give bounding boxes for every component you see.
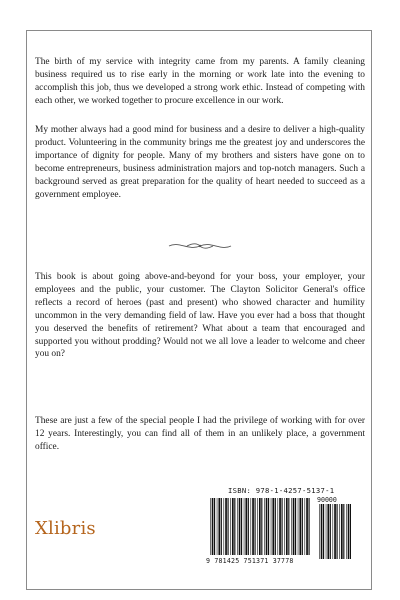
barcode-bar <box>337 504 338 559</box>
blurb-text: The birth of my service with integrity came from my parents. A family cleaning business required us to rise early in the morning or work late into the evening to accomplish this job, thus we developed a strong work ethic. Instead of competing with each other, we worked together to procure excellence in our work. <box>35 57 365 106</box>
barcode-bar <box>334 504 336 559</box>
price-addon-digits: 90000 <box>317 496 337 504</box>
barcode-bar <box>245 498 247 555</box>
price-barcode-icon <box>318 504 352 559</box>
blurb-paragraph-family <box>35 124 365 201</box>
barcode-bar <box>237 498 238 555</box>
barcode-bar <box>327 504 329 559</box>
barcode-bar <box>341 504 343 559</box>
barcode-bar <box>348 504 350 559</box>
barcode-bar <box>259 498 261 555</box>
barcode-bar <box>218 498 220 555</box>
barcode-bar <box>271 498 272 555</box>
barcode-bar <box>282 498 283 555</box>
publisher-logo: Xlibris <box>35 518 96 539</box>
barcode-bar <box>330 504 331 559</box>
barcode-bar <box>241 498 242 555</box>
barcode-bar <box>230 498 231 555</box>
barcode-bar <box>210 498 211 555</box>
barcode-bar <box>295 498 296 555</box>
flourish-divider-icon <box>165 239 235 253</box>
barcode-bar <box>309 498 310 555</box>
barcode-bar <box>321 504 323 559</box>
barcode-bar <box>257 498 258 555</box>
barcode-bar <box>346 504 347 559</box>
barcode-bar <box>299 498 301 555</box>
barcode-bar <box>261 498 262 555</box>
barcode-digits: 9 781425 751371 37778 <box>206 557 294 565</box>
barcode-bar <box>252 498 254 555</box>
blurb-text: This book is about going above-and-beyond for your boss, your employer, your employees and the public, your customer. The Clayton Solicitor General's office reflects a record of heroes (past and present) who showed character and humility uncommon in the very demanding field of law. Have you ever had a boss that thought you deserved the benefits of retirement? What about a team that encouraged and supported you without prodding? Would not we all love a leader to welcome and cheer you on? <box>35 272 365 360</box>
barcode-bar <box>255 498 256 555</box>
barcode-bar <box>333 504 334 559</box>
barcode-bar <box>225 498 227 555</box>
barcode-bar <box>319 504 320 559</box>
barcode-bar <box>232 498 234 555</box>
barcode-bar <box>306 498 308 555</box>
blurb-paragraph-intro <box>35 56 365 108</box>
barcode-bar <box>268 498 269 555</box>
blurb-text: My mother always had a good mind for business and a desire to deliver a high-quality product. Volunteering in the community brings me the greatest joy and underscores the importance of dignity for people. Many of my brothers and sisters have gone on to become entrepreneurs, business administration majors and top-notch managers. Such a background served as great preparation for the quality of heart needed to succeed as a government employee. <box>35 125 365 200</box>
barcode-icon <box>209 498 312 559</box>
barcode-bar <box>305 498 306 555</box>
barcode-bar <box>275 498 276 555</box>
barcode-bar <box>266 498 268 555</box>
barcode-bar <box>224 498 225 555</box>
barcode-bar <box>244 498 245 555</box>
blurb-paragraph-closing <box>35 415 365 454</box>
barcode-bar <box>278 498 279 555</box>
barcode-bar <box>343 504 344 559</box>
blurb-paragraph-book <box>35 271 365 361</box>
barcode-bar <box>239 498 241 555</box>
barcode-bar <box>234 498 235 555</box>
barcode-bar <box>214 498 215 555</box>
barcode-bar <box>248 498 249 555</box>
blurb-text: These are just a few of the special people I had the privilege of working with for over 12 years. Interestingly, you can find all of them in an unlikely place, a government office. <box>35 416 365 452</box>
barcode-bar <box>272 498 274 555</box>
barcode-bar <box>284 498 285 555</box>
barcode-bar <box>221 498 222 555</box>
barcode-bar <box>264 498 265 555</box>
barcode-bar <box>293 498 295 555</box>
barcode-bar <box>286 498 288 555</box>
barcode-bar <box>350 504 351 559</box>
barcode-bar <box>228 498 229 555</box>
barcode-bar <box>298 498 299 555</box>
barcode-bar <box>251 498 252 555</box>
barcode-bar <box>291 498 292 555</box>
barcode-bar <box>279 498 281 555</box>
barcode-bar <box>302 498 303 555</box>
barcode-bar <box>212 498 214 555</box>
barcode-bar <box>323 504 324 559</box>
barcode-bar <box>217 498 218 555</box>
barcode-bar <box>339 504 340 559</box>
barcode-bar <box>288 498 289 555</box>
barcode-bar <box>326 504 327 559</box>
isbn-label: ISBN: 978-1-4257-5137-1 <box>228 486 335 495</box>
